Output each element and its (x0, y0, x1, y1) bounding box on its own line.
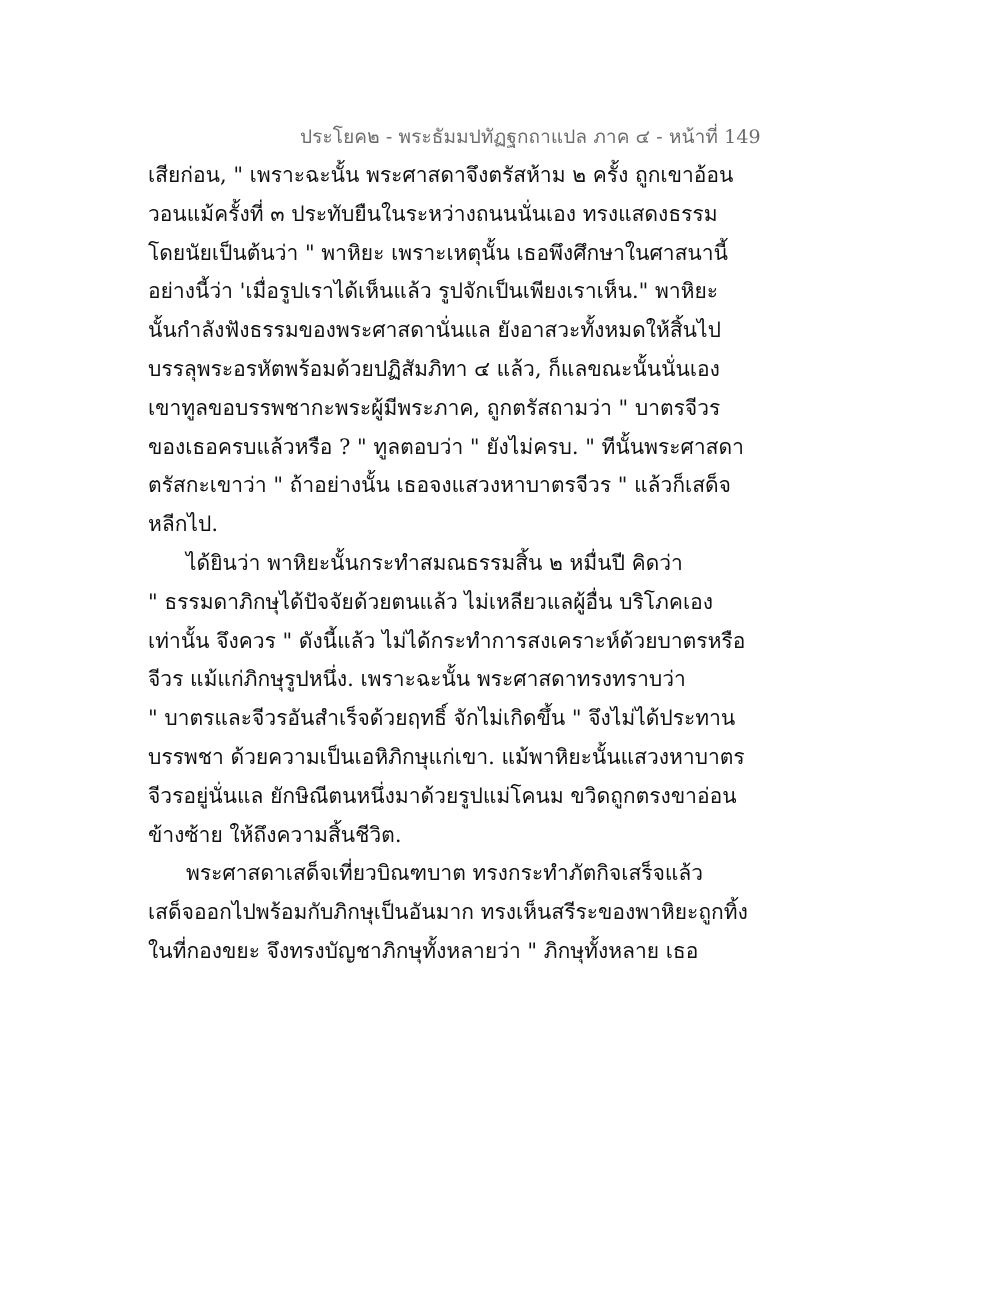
text-line: ข้างซ้าย ให้ถึงความสิ้นชีวิต. (148, 822, 402, 847)
text-line: จีวรอยู่นั่นแล ยักษิณีตนหนึ่งมาด้วยรูปแม่โคนม ขวิดถูกตรงขาอ่อน (148, 783, 737, 808)
paragraph-first-line: ได้ยินว่า พาหิยะนั้นกระทำสมณธรรมสิ้น ๒ หมื่นปี คิดว่า (186, 550, 683, 575)
text-line: เสด็จออกไปพร้อมกับภิกษุเป็นอันมาก ทรงเห็นสรีระของพาหิยะถูกทิ้ง (148, 900, 748, 925)
text-line: เขาทูลขอบรรพชากะพระผู้มีพระภาค, ถูกตรัสถามว่า " บาตรจีวร (148, 395, 721, 420)
text-line: นั้นกำลังฟังธรรมของพระศาสดานั่นแล ยังอาสวะทั้งหมดให้สิ้นไป (148, 318, 721, 343)
text-line: หลีกไป. (148, 512, 218, 537)
text-line: ของเธอครบแล้วหรือ ? " ทูลตอบว่า " ยังไม่ครบ. " ทีนั้นพระศาสดา (148, 434, 744, 459)
text-line: บรรลุพระอรหัตพร้อมด้วยปฏิสัมภิทา ๔ แล้ว, ก็แลขณะนั้นนั่นเอง (148, 356, 720, 381)
text-line: อย่างนี้ว่า 'เมื่อรูปเราได้เห็นแล้ว รูปจักเป็นเพียงเราเห็น." พาหิยะ (148, 279, 719, 304)
body-text (148, 156, 748, 971)
text-line: ในที่กองขยะ จึงทรงบัญชาภิกษุทั้งหลายว่า " ภิกษุทั้งหลาย เธอ (148, 938, 699, 963)
text-line: " บาตรและจีวรอันสำเร็จด้วยฤทธิ์ จักไม่เกิดขึ้น " จึงไม่ได้ประทาน (148, 706, 736, 731)
paragraph-first-line: พระศาสดาเสด็จเที่ยวบิณฑบาต ทรงกระทำภัตกิจเสร็จแล้ว (186, 861, 704, 886)
text-line: เสียก่อน, " เพราะฉะนั้น พระศาสดาจึงตรัสห้าม ๒ ครั้ง ถูกเขาอ้อน (148, 163, 734, 187)
running-header: ประโยค๒ - พระธัมมปทัฏฐกถาแปล ภาค ๔ - หน้าที่ 149 (300, 126, 761, 148)
text-line: บรรพชา ด้วยความเป็นเอหิภิกษุแก่เขา. แม้พาหิยะนั้นแสวงหาบาตร (148, 744, 745, 769)
text-line: ตรัสกะเขาว่า " ถ้าอย่างนั้น เธอจงแสวงหาบาตรจีวร " แล้วก็เสด็จ (148, 473, 731, 498)
text-line: วอนแม้ครั้งที่ ๓ ประทับยืนในระหว่างถนนนั่นเอง ทรงแสดงธรรม (148, 201, 718, 226)
text-line: โดยนัยเป็นต้นว่า " พาหิยะ เพราะเหตุนั้น เธอพึงศึกษาในศาสนานี้ (148, 240, 728, 265)
text-line: " ธรรมดาภิกษุได้ปัจจัยด้วยตนแล้ว ไม่เหลียวแลผู้อื่น บริโภคเอง (148, 589, 713, 614)
text-line: เท่านั้น จึงควร " ดังนี้แล้ว ไม่ได้กระทำการสงเคราะห์ด้วยบาตรหรือ (148, 628, 746, 653)
text-line: จีวร แม้แก่ภิกษุรูปหนึ่ง. เพราะฉะนั้น พระศาสดาทรงทราบว่า (148, 667, 686, 692)
